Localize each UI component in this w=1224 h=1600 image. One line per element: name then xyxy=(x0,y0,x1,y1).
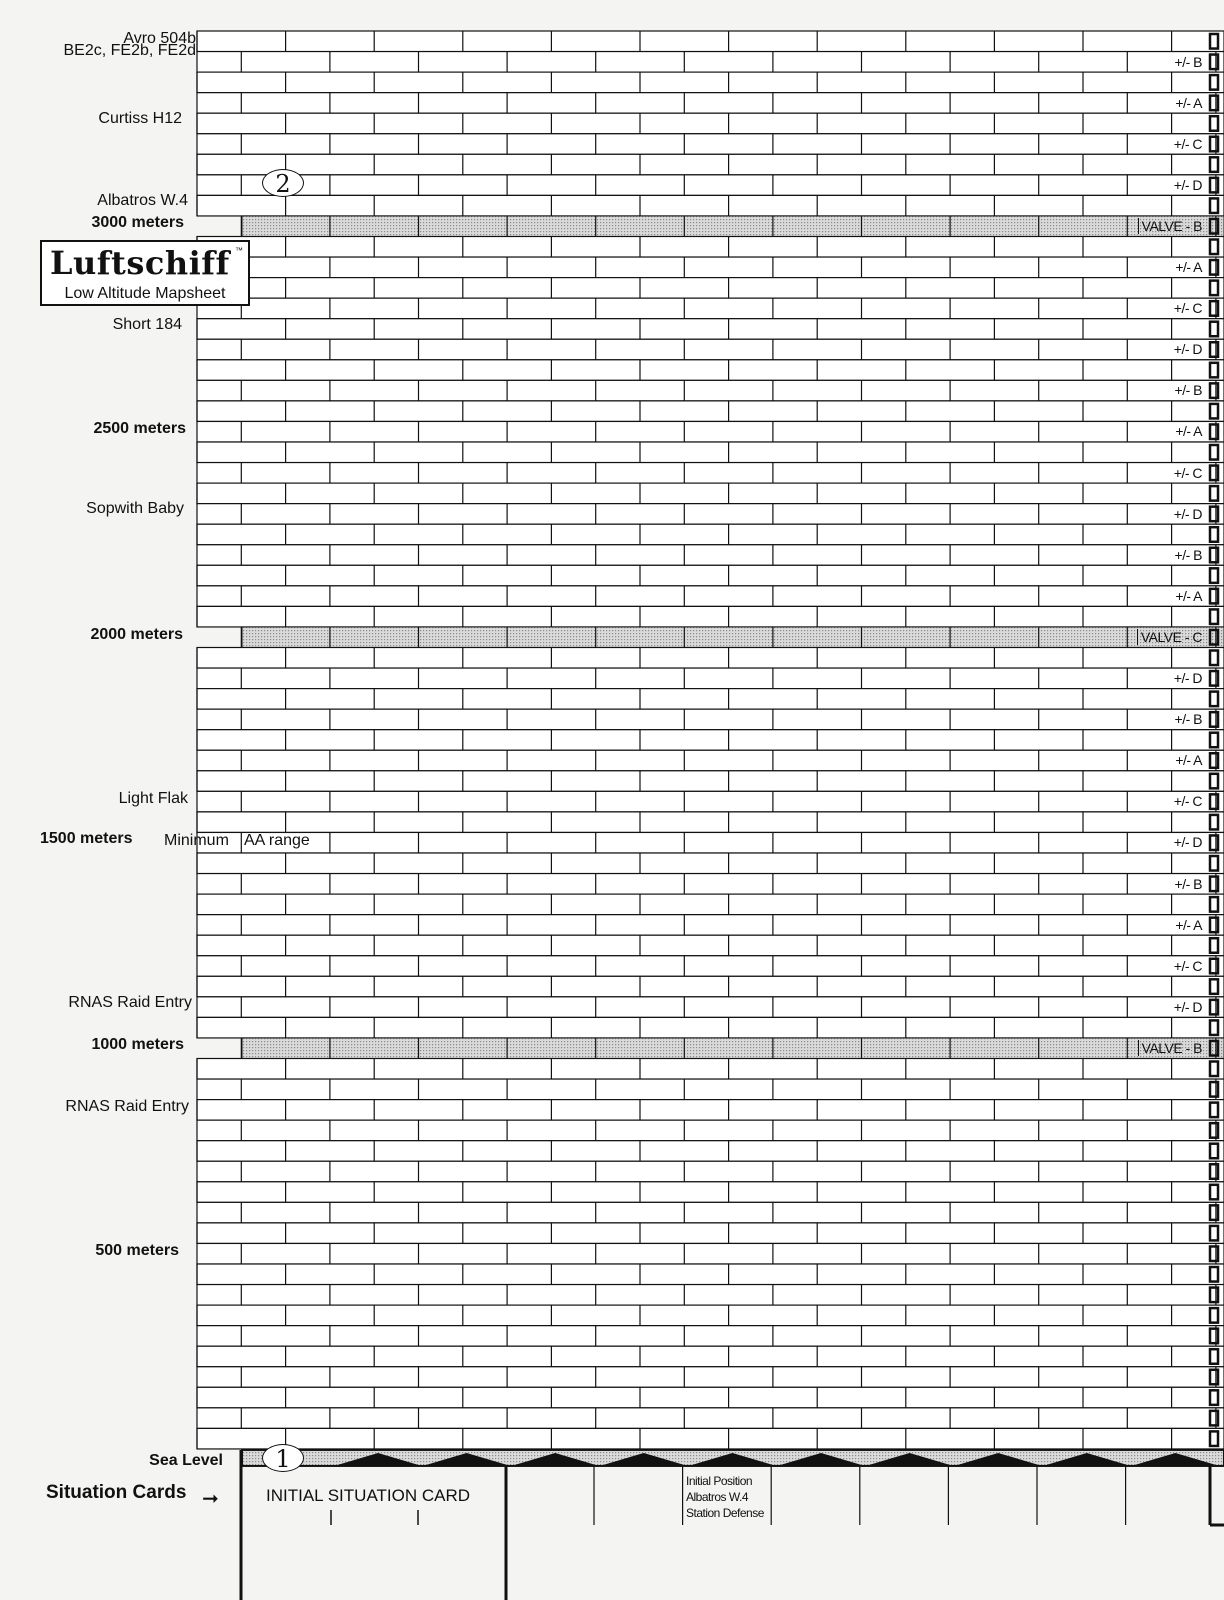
logo-title: Luftschiff xyxy=(50,244,230,282)
row-tag: +/- C xyxy=(1173,793,1202,810)
row-tag: +/- B xyxy=(1174,875,1202,892)
brick-row xyxy=(197,1017,1224,1038)
brick-row xyxy=(197,791,1224,812)
label-avro-504b: Avro 504b xyxy=(123,30,196,47)
brick-row xyxy=(197,1367,1224,1388)
row-tag: +/- D xyxy=(1173,505,1202,522)
brick-row xyxy=(197,360,1224,381)
label-rnas-raid-entry-1: RNAS Raid Entry xyxy=(68,994,192,1011)
brick-row xyxy=(197,1243,1224,1264)
row-tag: +/- B xyxy=(1174,382,1202,399)
brick-row xyxy=(197,52,1224,73)
note-line-3: Station Defense xyxy=(686,1506,764,1520)
brick-row xyxy=(197,668,1224,689)
label-sopwith-baby: Sopwith Baby xyxy=(86,500,184,517)
arrow-right-icon: ➞ xyxy=(202,1488,219,1510)
brick-row xyxy=(197,915,1224,936)
brick-row xyxy=(197,175,1224,196)
initial-situation-card[interactable]: INITIAL SITUATION CARD xyxy=(266,1486,471,1505)
row-tag: +/- D xyxy=(1173,834,1202,851)
brick-row xyxy=(197,1326,1224,1347)
brick-row xyxy=(197,72,1224,93)
brick-row xyxy=(197,298,1224,319)
row-tag: VALVE - C xyxy=(1137,629,1202,645)
label-rnas-raid-entry-2: RNAS Raid Entry xyxy=(65,1098,189,1115)
brick-row xyxy=(197,874,1224,895)
brick-row xyxy=(197,1141,1224,1162)
label-albatros-w4: Albatros W.4 xyxy=(97,192,188,209)
marker-circle-2[interactable]: 2 xyxy=(262,169,304,197)
brick-row xyxy=(197,1387,1224,1408)
label-1500-meters: 1500 meters xyxy=(40,830,133,847)
brick-row xyxy=(197,31,1224,52)
brick-row xyxy=(197,812,1224,833)
brick-row xyxy=(197,956,1224,977)
brick-row xyxy=(197,545,1224,566)
brick-row xyxy=(197,565,1224,586)
min-aa-word2: AA range xyxy=(244,832,310,849)
brick-row xyxy=(197,1264,1224,1285)
row-tag: +/- A xyxy=(1175,423,1202,440)
brick-row xyxy=(197,771,1224,792)
brick-row xyxy=(197,709,1224,730)
brick-row xyxy=(197,483,1224,504)
row-tag: VALVE - B xyxy=(1138,218,1202,234)
label-1000-meters: 1000 meters xyxy=(91,1036,184,1053)
brick-row xyxy=(197,154,1224,175)
brick-row xyxy=(197,997,1224,1018)
row-tag: +/- A xyxy=(1175,259,1202,276)
brick-row xyxy=(197,976,1224,997)
brick-row xyxy=(197,93,1224,114)
brick-row xyxy=(197,113,1224,134)
row-tag: +/- C xyxy=(1173,464,1202,481)
note-line-1: Initial Position xyxy=(686,1474,753,1488)
label-short-184: Short 184 xyxy=(112,316,182,333)
min-aa-word1: Minimum xyxy=(164,832,229,849)
label-2500-meters: 2500 meters xyxy=(93,420,186,437)
note-line-2: Albatros W.4 xyxy=(686,1490,749,1504)
label-curtiss-h12: Curtiss H12 xyxy=(98,110,182,127)
brick-row xyxy=(197,257,1224,278)
logo-trademark: ™ xyxy=(235,246,243,255)
row-tag: +/- B xyxy=(1174,546,1202,563)
row-tag: +/- A xyxy=(1175,94,1202,111)
brick-row xyxy=(197,1059,1224,1080)
row-tag: +/- B xyxy=(1174,53,1202,70)
altitude-band xyxy=(242,627,1224,648)
row-tag: +/- C xyxy=(1173,957,1202,974)
brick-row xyxy=(197,1428,1224,1449)
brick-row xyxy=(197,1408,1224,1429)
row-tag: +/- B xyxy=(1174,711,1202,728)
brick-row xyxy=(197,894,1224,915)
row-tag: +/- D xyxy=(1173,998,1202,1015)
brick-row xyxy=(197,339,1224,360)
row-tag: VALVE - B xyxy=(1138,1040,1202,1056)
brick-row xyxy=(197,524,1224,545)
brick-row xyxy=(197,278,1224,299)
brick-row xyxy=(197,421,1224,442)
brick-row xyxy=(197,606,1224,627)
altitude-band xyxy=(242,216,1224,237)
brick-row xyxy=(197,504,1224,525)
brick-row xyxy=(197,442,1224,463)
brick-row xyxy=(197,730,1224,751)
brick-row xyxy=(197,832,1224,853)
label-sea-level: Sea Level xyxy=(149,1452,223,1469)
brick-row xyxy=(197,1182,1224,1203)
brick-row xyxy=(197,1305,1224,1326)
brick-row xyxy=(197,319,1224,340)
label-500-meters: 500 meters xyxy=(95,1242,179,1259)
brick-row xyxy=(197,463,1224,484)
label-light-flak: Light Flak xyxy=(118,790,188,807)
label-3000-meters: 3000 meters xyxy=(91,214,184,231)
brick-row xyxy=(197,1120,1224,1141)
brick-row xyxy=(197,1079,1224,1100)
brick-row xyxy=(197,401,1224,422)
marker-circle-1[interactable]: 1 xyxy=(262,1444,304,1472)
brick-row xyxy=(197,1161,1224,1182)
row-tag: +/- A xyxy=(1175,916,1202,933)
brick-row xyxy=(197,586,1224,607)
brick-row xyxy=(197,689,1224,710)
row-tag: +/- C xyxy=(1173,135,1202,152)
brick-row xyxy=(197,648,1224,669)
brick-row xyxy=(197,1100,1224,1121)
altitude-band xyxy=(242,1038,1224,1059)
brick-row xyxy=(197,853,1224,874)
brick-row xyxy=(197,380,1224,401)
luftschiff-logo xyxy=(40,240,250,306)
row-tag: +/- D xyxy=(1173,176,1202,193)
brick-row xyxy=(197,1202,1224,1223)
brick-row xyxy=(197,935,1224,956)
label-2000-meters: 2000 meters xyxy=(90,626,183,643)
row-tag: +/- C xyxy=(1173,300,1202,317)
brick-row xyxy=(197,1346,1224,1367)
brick-row xyxy=(197,1285,1224,1306)
row-tag: +/- A xyxy=(1175,752,1202,769)
situation-cards-label: Situation Cards xyxy=(46,1482,187,1503)
brick-row xyxy=(197,195,1224,216)
row-tag: +/- A xyxy=(1175,587,1202,604)
brick-row xyxy=(197,1223,1224,1244)
row-tag: +/- D xyxy=(1173,341,1202,358)
logo-subtitle: Low Altitude Mapsheet xyxy=(64,285,226,302)
brick-row xyxy=(197,134,1224,155)
row-tag: +/- D xyxy=(1173,670,1202,687)
label-be2c: BE2c, FE2b, FE2d xyxy=(63,42,196,59)
brick-row xyxy=(197,750,1224,771)
brick-row xyxy=(197,237,1224,258)
